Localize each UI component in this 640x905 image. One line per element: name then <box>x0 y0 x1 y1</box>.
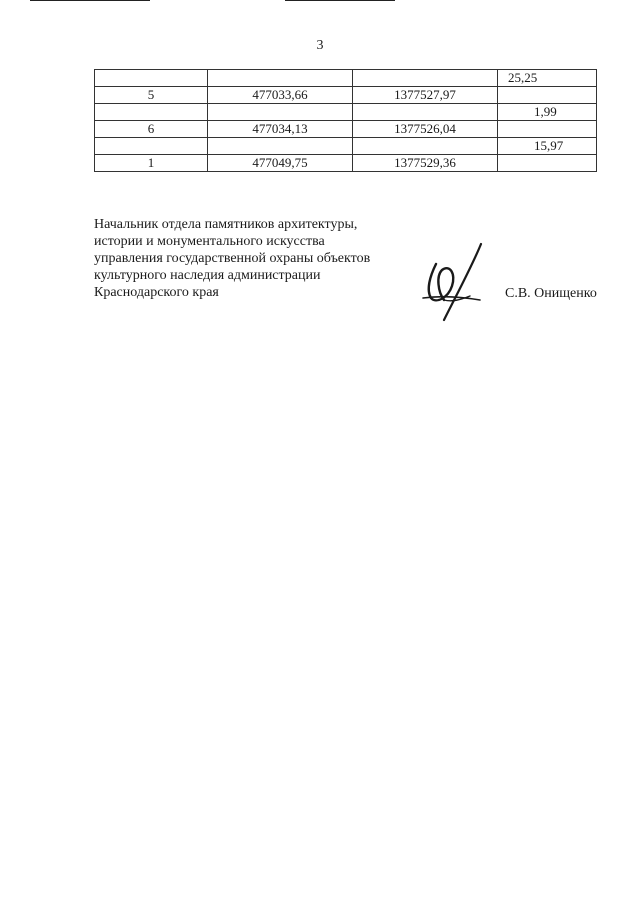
signatory-title-line: культурного наследия администрации <box>94 268 321 283</box>
point-number-cell <box>95 138 208 155</box>
handwritten-signature <box>414 240 494 325</box>
point-number-cell: 6 <box>95 121 208 138</box>
y-coordinate-cell: 1377529,36 <box>353 155 498 172</box>
signatory-name: С.В. Онищенко <box>505 286 597 301</box>
x-coordinate-cell <box>208 104 353 121</box>
distance-cell <box>498 121 597 138</box>
table-row <box>95 87 597 104</box>
point-number-cell <box>95 104 208 121</box>
signatory-title-line: управления государственной охраны объектов <box>94 251 371 266</box>
signatory-title-line: истории и монументального искусства <box>94 234 325 249</box>
y-coordinate-cell <box>353 104 498 121</box>
signatory-title <box>94 216 414 301</box>
point-number-cell: 5 <box>95 87 208 104</box>
distance-cell: 1,99 <box>498 104 597 121</box>
x-coordinate-cell <box>208 70 353 87</box>
top-rule-right <box>285 0 395 1</box>
signatory-title-line: Краснодарского края <box>94 285 219 300</box>
signatory-title-line: Начальник отдела памятников архитектуры, <box>94 217 358 232</box>
coordinates-table <box>94 69 597 172</box>
table-row <box>95 155 597 172</box>
y-coordinate-cell: 1377526,04 <box>353 121 498 138</box>
y-coordinate-cell <box>353 138 498 155</box>
distance-cell <box>498 87 597 104</box>
x-coordinate-cell: 477033,66 <box>208 87 353 104</box>
y-coordinate-cell: 1377527,97 <box>353 87 498 104</box>
distance-cell: 15,97 <box>498 138 597 155</box>
x-coordinate-cell: 477034,13 <box>208 121 353 138</box>
distance-cell: 25,25 <box>498 70 597 87</box>
point-number-cell <box>95 70 208 87</box>
table-row <box>95 138 597 155</box>
x-coordinate-cell <box>208 138 353 155</box>
table-row <box>95 121 597 138</box>
top-rule-left <box>30 0 150 1</box>
y-coordinate-cell <box>353 70 498 87</box>
x-coordinate-cell: 477049,75 <box>208 155 353 172</box>
page-number: 3 <box>316 38 324 53</box>
point-number-cell: 1 <box>95 155 208 172</box>
table-row <box>95 104 597 121</box>
table-row <box>95 70 597 87</box>
distance-cell <box>498 155 597 172</box>
